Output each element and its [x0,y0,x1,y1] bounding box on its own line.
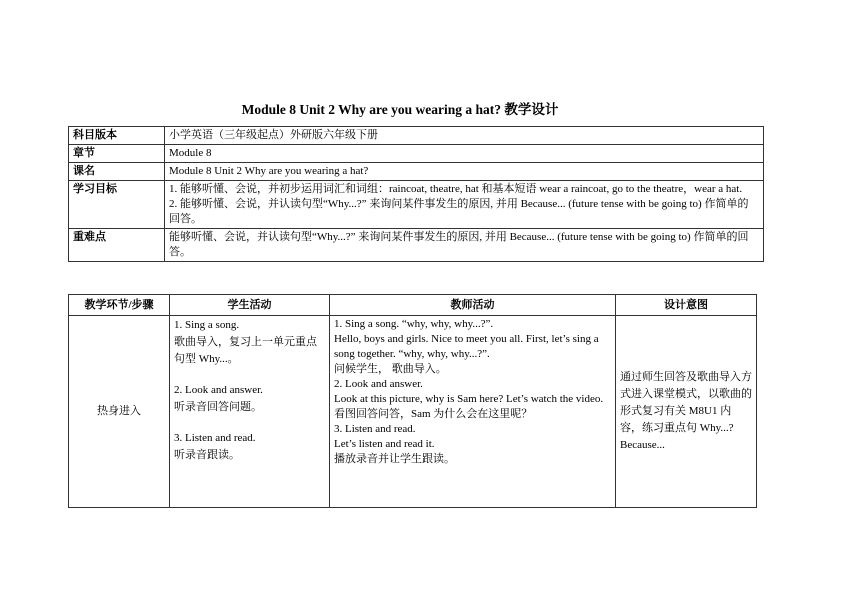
design-intent-cell: 通过师生回答及歌曲导入方式进入课堂模式，以歌曲的形式复习有关 M8U1 内容，练习重点句 Why...? Because... [616,316,757,508]
header-teacher: 教师活动 [330,295,616,316]
student-step-1-title: 1. Sing a song. [174,319,240,331]
teacher-step-3-english: Let’s listen and read it. [334,438,435,450]
teacher-step-3-chinese: 播放录音并让学生跟读。 [334,453,455,465]
stage-cell: 热身进入 [69,316,170,508]
teacher-activity-cell [330,316,616,508]
lesson-plan-table [68,294,757,508]
table-row [69,229,764,262]
teacher-step-2-english: Look at this picture, why is Sam here? Let’s watch the video. [334,393,604,405]
student-step-2-title: 2. Look and answer. [174,384,263,396]
objective-1: 1. 能够听懂、会说，并初步运用词汇和词组：raincoat, theatre, hat 和基本短语 wear a raincoat, go to the theatre，wear a hat. [169,183,743,195]
student-step-2-text: 听录音回答问题。 [174,401,262,413]
teacher-step-3-title: 3. Listen and read. [334,423,416,435]
teacher-step-2-chinese: 看图回答问答，Sam 为什么会在这里呢？ [334,408,533,420]
header-stage: 教学环节/步骤 [69,295,170,316]
table-row [69,163,764,181]
header-student: 学生活动 [170,295,330,316]
row-key: 章节 [69,145,165,163]
row-key: 重难点 [69,229,165,262]
row-key: 学习目标 [69,181,165,229]
row-value: Module 8 Unit 2 Why are you wearing a hat? [165,163,764,181]
row-value [165,181,764,229]
table-row [69,145,764,163]
student-activity-cell [170,316,330,508]
course-info-table [68,126,764,262]
table-row [69,127,764,145]
teacher-step-1-title: 1. Sing a song. “why, why, why...?”. [334,318,494,330]
header-design: 设计意图 [616,295,757,316]
row-value: 小学英语（三年级起点）外研版六年级下册 [165,127,764,145]
objective-2: 2. 能够听懂、会说，并认读句型“Why...?” 来询问某件事发生的原因, 并用 Because... (future tense with be going to) 作简单的回答。 [169,198,749,225]
table-header-row [69,295,757,316]
teacher-step-1-english: Hello, boys and girls. Nice to meet you all. First, let’s sing a song together. “why, why, why...?”. [334,333,599,360]
table-row [69,316,757,508]
student-step-3-title: 3. Listen and read. [174,432,256,444]
document-title: Module 8 Unit 2 Why are you wearing a hat? 教学设计 [241,102,559,117]
table-row [69,181,764,229]
row-key: 科目版本 [69,127,165,145]
teacher-step-1-chinese: 问候学生， 歌曲导入。 [334,363,447,375]
student-step-3-text: 听录音跟读。 [174,449,240,461]
teacher-step-2-title: 2. Look and answer. [334,378,423,390]
student-step-1-text: 歌曲导入，复习上一单元重点句型 Why...。 [174,336,317,365]
row-value: Module 8 [165,145,764,163]
row-key: 课名 [69,163,165,181]
row-value: 能够听懂、会说，并认读句型“Why...?” 来询问某件事发生的原因, 并用 Because... (future tense with be going to) 作简单的回答。 [165,229,764,262]
